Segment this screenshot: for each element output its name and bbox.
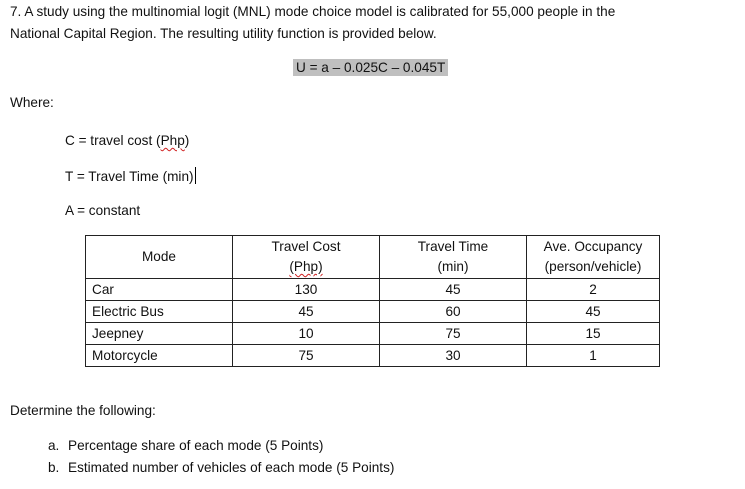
table-row [86,345,660,367]
definition-cost: C = travel cost (Php) [65,133,190,148]
cell-occupancy: 45 [527,301,660,323]
cell-occupancy: 15 [527,323,660,345]
table-row [86,323,660,345]
task-item: b. Estimated number of vehicles of each mode (5 Points) [48,460,395,475]
where-label: Where: [10,95,54,110]
header-travel-time: Travel Time (min) [380,236,527,279]
cell-cost: 45 [233,301,380,323]
utility-equation: U = a – 0.025C – 0.045T [293,59,448,76]
text-cursor [195,167,196,184]
table-row [86,301,660,323]
cell-time: 60 [380,301,527,323]
definition-constant: A = constant [65,203,141,218]
header-occupancy: Ave. Occupancy (person/vehicle) [527,236,660,279]
header-travel-cost: Travel Cost (Php) [233,236,380,279]
question-line-2: National Capital Region. The resulting utility function is provided below. [10,26,437,41]
table-header-row [86,236,660,279]
definition-time[interactable]: T = Travel Time (min) [65,169,194,184]
table-row [86,279,660,301]
cell-occupancy: 2 [527,279,660,301]
cell-occupancy: 1 [527,345,660,367]
cell-time: 45 [380,279,527,301]
cell-time: 30 [380,345,527,367]
cell-mode: Jeepney [86,323,233,345]
header-mode: Mode [86,236,233,279]
cell-mode: Electric Bus [86,301,233,323]
cell-cost: 130 [233,279,380,301]
cell-cost: 10 [233,323,380,345]
cell-mode: Motorcycle [86,345,233,367]
cell-cost: 75 [233,345,380,367]
cell-time: 75 [380,323,527,345]
cell-mode: Car [86,279,233,301]
mode-table [85,235,660,367]
question-line-1: 7. A study using the multinomial logit (MNL) mode choice model is calibrated for 55,000 people in the [10,4,616,19]
task-item: a. Percentage share of each mode (5 Points) [48,438,324,453]
tasks-intro: Determine the following: [10,403,156,418]
